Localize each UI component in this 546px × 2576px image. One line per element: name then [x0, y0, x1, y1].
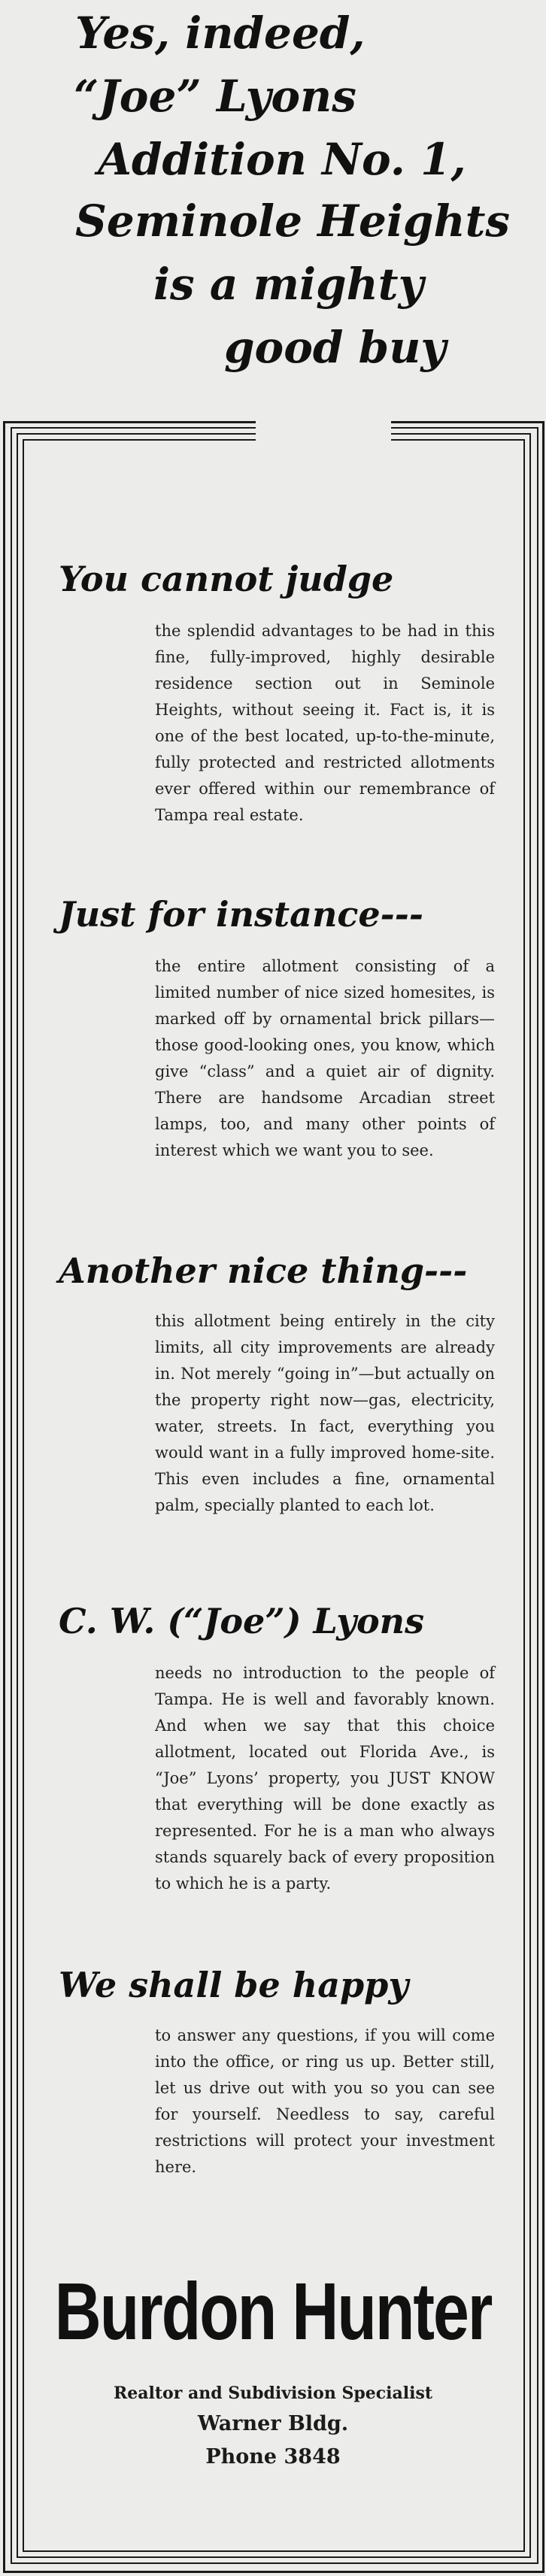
headline-line-4: Seminole Heights [75, 195, 511, 247]
section-5-heading: We shall be happy [59, 1965, 409, 2005]
headline-line-1: Yes, indeed, [75, 8, 366, 59]
section-2-heading: Just for instance--- [59, 894, 423, 935]
section-1-body: the splendid advantages to be had in this fine, fully-improved, highly desirable residence section out in Seminole Heights, without seeing it. Fact is, it is one of the best located, up-to-the-minute, fully protected and restricted allotments ever offered within our remembrance of Tampa real estate. [155, 622, 495, 824]
advertiser-phone: Phone 3848 [205, 2445, 341, 2468]
section-3-body: this allotment being entirely in the city limits, all city improvements are already in. Not merely “going in”—but actually on the property right now—gas, electricity, water, streets. In fact, everything you would want in a fully improved home-site. This even includes a fine, ornamental palm, specially planted to each lot. [155, 1312, 495, 1514]
headline-line-5: is a mighty [153, 259, 424, 310]
section-3-heading: Another nice thing--- [59, 1250, 468, 1291]
border-top-gap [256, 415, 391, 453]
section-2-body: the entire allotment consisting of a limited number of nice sized homesites, is marked off by ornamental brick pillars—those good-looking ones, you know, which give “class” and a quiet air of dignity. There are handsome Arcadian street lamps, too, and many other points of interest which we want you to see. [155, 957, 495, 1159]
section-5-body: to answer any questions, if you will come into the office, or ring us up. Better still, let us drive out with you so you can see for yourself. Needless to say, careful restrictions will protect your investment here. [155, 2026, 495, 2176]
advertiser-name: Burdon Hunter [54, 2266, 492, 2357]
headline-line-6: good buy [224, 322, 447, 373]
section-4-heading: C. W. (“Joe”) Lyons [59, 1601, 424, 1641]
section-4-body: needs no introduction to the people of Tampa. He is well and favorably known. And when we say that this choice allotment, located out Florida Ave., is “Joe” Lyons’ property, you JUST KNOW that everything will be done exactly as represented. For he is a man who always stands squarely back of every proposition to which he is a party. [155, 1664, 495, 1893]
section-1-heading: You cannot judge [59, 559, 394, 599]
advertiser-address: Warner Bldg. [197, 2412, 349, 2435]
headline-line-2: “Joe” Lyons [74, 71, 356, 122]
headline-line-3: Addition No. 1, [98, 134, 466, 185]
advertiser-tagline: Realtor and Subdivision Specialist [113, 2384, 433, 2403]
